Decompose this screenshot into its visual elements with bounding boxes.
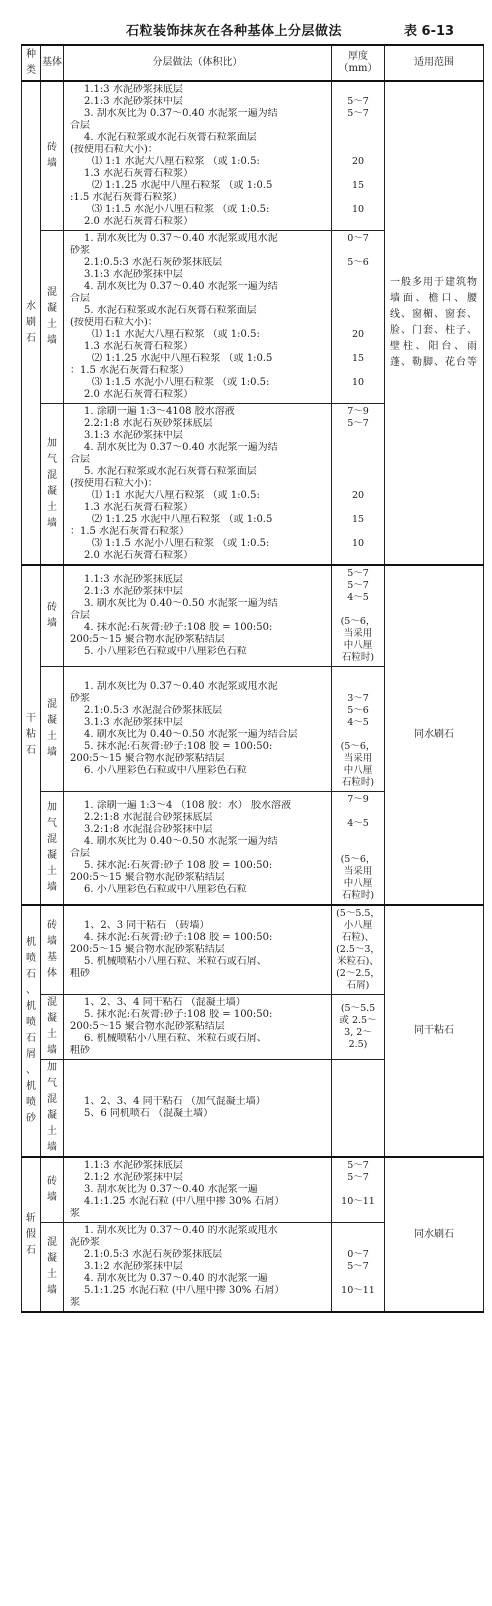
base-cell bbox=[41, 404, 64, 566]
method-line: ⑵ 1:1.25 水泥中八厘石粒浆 （或 1:0.5 bbox=[92, 514, 273, 525]
thickness-value: 0～7 bbox=[347, 233, 369, 244]
method-line: 3.1:3 水泥砂浆抹中层 bbox=[84, 430, 183, 441]
thickness-value: 5～7 bbox=[347, 568, 369, 579]
table-row bbox=[22, 565, 484, 667]
type-cell bbox=[22, 81, 41, 565]
method-line: 1. 涂刷一遍 1:3～4 （108 胶：水） 胶水溶液 bbox=[84, 800, 291, 811]
method-line: 6. 小八厘彩色石粒或中八厘彩色石粒 bbox=[84, 884, 247, 895]
type-cell-char: 假 bbox=[26, 1228, 36, 1240]
method-line: 砂浆 bbox=[70, 245, 90, 256]
method-cell bbox=[64, 667, 332, 792]
method-line: 粗砂 bbox=[70, 1045, 90, 1056]
method-line: ⑶ 1:1.5 水泥小八厘石粒浆 （或 1:0.5: bbox=[92, 377, 270, 388]
method-line: ⑶ 1:1.5 水泥小八厘石粒浆 （或 1:0.5: bbox=[92, 204, 270, 215]
thickness-value: 10 bbox=[351, 204, 365, 215]
thickness-cell bbox=[332, 231, 385, 404]
type-cell-char: 机 bbox=[26, 1001, 36, 1012]
thickness-value bbox=[333, 365, 383, 377]
thickness-value bbox=[333, 604, 383, 616]
thickness-cell bbox=[332, 1060, 385, 1158]
base-cell bbox=[41, 792, 64, 906]
base-cell-char: 土 bbox=[47, 1029, 57, 1040]
base-cell bbox=[41, 667, 64, 792]
header-type: 种类 bbox=[22, 45, 41, 81]
thickness-value: 石粒时) bbox=[341, 890, 375, 901]
thickness-value: 5～7 bbox=[347, 1261, 369, 1272]
thickness-value: 石屑) bbox=[346, 980, 370, 991]
method-line: 合层 bbox=[70, 454, 90, 465]
thickness-value bbox=[333, 1096, 383, 1108]
type-cell-char: 屑 bbox=[26, 1049, 36, 1060]
thickness-value: 2.5) bbox=[348, 1039, 368, 1050]
method-line: 浆 bbox=[70, 1208, 80, 1219]
thickness-value bbox=[333, 681, 383, 693]
base-cell-char: 凝 bbox=[47, 1253, 57, 1264]
method-line: 5、6 同机喷石 （混凝土墙） bbox=[84, 1108, 214, 1119]
base-cell-char: 混 bbox=[47, 997, 57, 1008]
method-line: 5. 抹水泥:石灰膏:砂子 108 胶 = 100:50: bbox=[84, 860, 273, 871]
base-cell-char: 墙 bbox=[47, 618, 57, 629]
thickness-cell bbox=[332, 1157, 385, 1223]
base-cell-char: 凝 bbox=[47, 715, 57, 726]
method-line: 3.2:1:8 水泥混合砂浆抹中层 bbox=[84, 824, 213, 835]
method-cell bbox=[64, 1223, 332, 1313]
method-line: (按使用石粒大小)： bbox=[70, 144, 158, 155]
method-line: 5. 抹水泥:石灰膏:砂子:108 胶 = 100:50: bbox=[84, 1009, 273, 1020]
header-scope: 适用范围 bbox=[385, 45, 484, 81]
thickness-value bbox=[333, 144, 383, 156]
thickness-value: 5～7 bbox=[347, 1160, 369, 1171]
thickness-value bbox=[333, 132, 383, 144]
thickness-value bbox=[333, 293, 383, 305]
header-method: 分层做法（体积比） bbox=[64, 45, 332, 81]
thickness-value: 5～7 bbox=[347, 1172, 369, 1183]
method-cell bbox=[64, 792, 332, 906]
method-line: 4. 刮水灰比为 0.37～0.40 水泥浆一遍为结 bbox=[84, 281, 278, 292]
thickness-value: 15 bbox=[351, 514, 365, 525]
method-line: ⑴ 1:1 水泥大八厘石粒浆 （或 1:0.5: bbox=[92, 490, 260, 501]
thickness-cell bbox=[332, 565, 385, 667]
thickness-value: 4～5 bbox=[347, 717, 369, 728]
method-line: 1. 涂刷一遍 1:3～4108 胶水溶液 bbox=[84, 406, 235, 417]
type-cell bbox=[22, 565, 41, 905]
table-row bbox=[22, 81, 484, 231]
method-line: 2.0 水泥石灰膏石粒浆） bbox=[84, 216, 194, 227]
table-title: 石粒装饰抹灰在各种基体上分层做法 bbox=[126, 24, 343, 39]
thickness-value: 5～7 bbox=[347, 108, 369, 119]
method-line: 3. 刮水灰比为 0.37～0.40 水泥浆一遍为结 bbox=[84, 108, 278, 119]
thickness-value: 3, 2～ bbox=[344, 1027, 372, 1038]
method-line: :1.5 水泥石灰膏石粒浆） bbox=[70, 192, 183, 203]
method-cell bbox=[64, 995, 332, 1060]
thickness-value: 3～7 bbox=[347, 693, 369, 704]
method-line: 3. 刮水灰比为 0.37～0.40 水泥浆一遍 bbox=[84, 1184, 258, 1195]
method-line: 1.3 水泥石灰膏石粒浆） bbox=[84, 502, 194, 513]
thickness-value bbox=[333, 1237, 383, 1249]
base-cell-char: 墙 bbox=[47, 747, 57, 758]
thickness-value bbox=[333, 806, 383, 818]
thickness-value bbox=[333, 669, 383, 681]
thickness-value: 石粒时) bbox=[341, 777, 375, 788]
method-line: 1.1:3 水泥砂浆抹底层 bbox=[84, 84, 183, 95]
thickness-value bbox=[333, 269, 383, 281]
type-cell-char: 水 bbox=[26, 301, 36, 312]
type-cell-char: 粘 bbox=[26, 729, 36, 740]
method-cell bbox=[64, 81, 332, 231]
base-cell-char: 墙 bbox=[47, 1045, 57, 1056]
method-line: 5. 抹水泥:石灰膏:砂子:108 胶 = 100:50: bbox=[84, 741, 273, 752]
method-line: ⑴ 1:1 水泥大八厘石粒浆 （或 1:0.5: bbox=[92, 329, 260, 340]
method-line: 6. 小八厘彩色石粒或中八厘彩色石粒 bbox=[84, 765, 247, 776]
base-cell-char: 加 bbox=[47, 802, 57, 813]
type-cell-char: 喷 bbox=[26, 1017, 36, 1028]
method-line: 3.1:2 水泥砂浆抹中层 bbox=[84, 1261, 183, 1272]
method-line: 砂浆 bbox=[70, 693, 90, 704]
method-line: 4. 刮水灰比为 0.37～0.40 的水泥浆一遍 bbox=[84, 1273, 268, 1284]
base-cell-char: 砖 bbox=[47, 1176, 57, 1187]
type-cell-char: 、 bbox=[26, 985, 36, 996]
thickness-value: 7～9 bbox=[347, 794, 369, 805]
scope-cell: 同水刷石 bbox=[385, 565, 484, 905]
thickness-value bbox=[333, 1184, 383, 1196]
thickness-value: 20 bbox=[351, 490, 365, 501]
base-cell-char: 墙 bbox=[47, 1142, 57, 1153]
thickness-cell bbox=[332, 667, 385, 792]
thickness-value: 7～9 bbox=[347, 406, 369, 417]
thickness-value: 20 bbox=[351, 329, 365, 340]
thickness-value bbox=[333, 1108, 383, 1120]
base-cell-char: 混 bbox=[47, 287, 57, 298]
thickness-value: 5～6 bbox=[347, 705, 369, 716]
type-cell-char: 石 bbox=[26, 745, 36, 756]
thickness-value: 15 bbox=[351, 180, 365, 191]
base-cell bbox=[41, 231, 64, 404]
type-cell-char: 砂 bbox=[26, 1113, 36, 1124]
thickness-value bbox=[333, 842, 383, 854]
base-cell-char: 土 bbox=[47, 1269, 57, 1280]
base-cell-char: 墙 bbox=[47, 936, 57, 947]
base-cell-char: 墙 bbox=[47, 158, 57, 169]
base-cell bbox=[41, 905, 64, 995]
base-cell-char: 砖 bbox=[47, 920, 57, 931]
thickness-value bbox=[333, 1208, 383, 1220]
type-cell-char: 石 bbox=[26, 1244, 36, 1256]
thickness-value bbox=[333, 454, 383, 466]
thickness-value bbox=[333, 1297, 383, 1309]
method-line: 2.1:3 水泥砂浆抹中层 bbox=[84, 586, 183, 597]
type-cell-char: 喷 bbox=[26, 1097, 36, 1108]
thickness-cell bbox=[332, 1223, 385, 1313]
method-line: ⑵ 1:1.25 水泥中八厘石粒浆 （或 1:0.5 bbox=[92, 180, 273, 191]
base-cell bbox=[41, 1223, 64, 1313]
method-line: 5.1:1.25 水泥石粒 (中八厘中掺 30% 石屑） bbox=[84, 1285, 285, 1296]
thickness-cell bbox=[332, 995, 385, 1060]
thickness-value: 10～11 bbox=[341, 1285, 375, 1296]
method-line: 2.0 水泥石灰膏石粒浆） bbox=[84, 389, 194, 400]
table-row bbox=[22, 905, 484, 995]
type-cell-char: 石 bbox=[26, 969, 36, 980]
method-line: 3.1:3 水泥砂浆抹中层 bbox=[84, 717, 183, 728]
method-line: 4. 刷水灰比为 0.40～0.50 水泥浆一遍为结 bbox=[84, 836, 278, 847]
thickness-value: 4～5 bbox=[347, 818, 369, 829]
method-line: 1.1:3 水泥砂浆抹底层 bbox=[84, 1160, 183, 1171]
thickness-value bbox=[333, 526, 383, 538]
method-line: 1.3 水泥石灰膏石粒浆） bbox=[84, 168, 194, 179]
method-cell bbox=[64, 1157, 332, 1223]
base-cell-char: 气 bbox=[47, 818, 57, 829]
type-cell-char: 刷 bbox=[26, 317, 36, 328]
thickness-value bbox=[333, 84, 383, 96]
method-line: 4. 抹水泥:石灰膏:砂子:108 胶 = 100:50: bbox=[84, 622, 273, 633]
method-line: 泥砂浆 bbox=[70, 1237, 100, 1248]
base-cell-char: 墙 bbox=[47, 1285, 57, 1296]
thickness-value: 10 bbox=[351, 377, 365, 388]
base-cell-char: 混 bbox=[47, 699, 57, 710]
base-cell bbox=[41, 81, 64, 231]
base-cell-char: 土 bbox=[47, 319, 57, 330]
scope-cell: 同水刷石 bbox=[385, 1157, 484, 1312]
method-line: 6. 机械喷粘小八厘石粒、米粒石或石屑、 bbox=[84, 1033, 267, 1044]
method-line: 1. 刮水灰比为 0.37～0.40 水泥浆或甩水泥 bbox=[84, 681, 278, 692]
method-line: 4.1:1.25 水泥石粒 (中八厘中掺 30% 石屑） bbox=[84, 1196, 285, 1207]
thickness-value bbox=[333, 389, 383, 401]
method-line: ：1.5 水泥石灰膏石粒浆） bbox=[70, 526, 190, 537]
method-line: 2.0 水泥石灰膏石粒浆） bbox=[84, 550, 194, 561]
type-cell-char: 、 bbox=[26, 1065, 36, 1076]
base-cell-char: 加 bbox=[47, 1062, 57, 1073]
base-cell-char: 墙 bbox=[47, 518, 57, 529]
type-cell-char: 斩 bbox=[26, 1212, 36, 1224]
base-cell-char: 土 bbox=[47, 866, 57, 877]
thickness-value: (5～5.5， bbox=[336, 908, 380, 919]
method-line: 5. 机械喷粘小八厘石粒、米粒石或石屑、 bbox=[84, 956, 267, 967]
thickness-value bbox=[333, 442, 383, 454]
thickness-value bbox=[333, 830, 383, 842]
method-line: 200:5～15 聚合物水泥砂浆粘结层 bbox=[70, 634, 225, 645]
method-line: 合层 bbox=[70, 293, 90, 304]
table-body bbox=[22, 81, 484, 1312]
base-cell-char: 混 bbox=[47, 834, 57, 845]
method-line: 合层 bbox=[70, 848, 90, 859]
method-line: 1.3 水泥石灰膏石粒浆） bbox=[84, 341, 194, 352]
thickness-value: 10～11 bbox=[341, 1196, 375, 1207]
base-cell-char: 土 bbox=[47, 731, 57, 742]
thickness-value bbox=[333, 245, 383, 257]
method-line: 1. 刮水灰比为 0.37～0.40 的水泥浆或甩水 bbox=[84, 1225, 278, 1236]
thickness-value bbox=[333, 317, 383, 329]
type-cell bbox=[22, 905, 41, 1157]
thickness-value: 石粒)、 bbox=[341, 932, 375, 943]
table-caption bbox=[0, 20, 492, 42]
thickness-cell bbox=[332, 905, 385, 995]
thickness-value bbox=[333, 216, 383, 228]
method-line: 5. 水泥石粒浆或水泥石灰膏石粒浆面层 bbox=[84, 466, 257, 477]
thickness-value: 5～7 bbox=[347, 580, 369, 591]
method-line: (按使用石粒大小)： bbox=[70, 317, 158, 328]
thickness-value: 米粒石)、 bbox=[337, 956, 379, 967]
base-cell-char: 土 bbox=[47, 1126, 57, 1137]
method-line: 5. 水泥石粒浆或水泥石灰膏石粒浆面层 bbox=[84, 305, 257, 316]
header-thickness: 厚度（mm） bbox=[332, 45, 385, 81]
thickness-value: 中八厘 bbox=[343, 878, 373, 889]
thickness-cell bbox=[332, 404, 385, 566]
thickness-value: 当采用 bbox=[343, 866, 373, 877]
base-cell-char: 混 bbox=[47, 1094, 57, 1105]
method-line: 200:5～15 聚合物水泥砂浆粘结层 bbox=[70, 1021, 225, 1032]
method-line: 2.2:1:8 水泥石灰砂浆抹底层 bbox=[84, 418, 213, 429]
method-line: 粗砂 bbox=[70, 968, 90, 979]
method-line: 4. 水泥石粒浆或水泥石灰膏石粒浆面层 bbox=[84, 132, 257, 143]
type-cell-char: 石 bbox=[26, 1033, 36, 1044]
table-number: 表 6-13 bbox=[404, 24, 455, 39]
thickness-value: 或 2.5～ bbox=[339, 1015, 377, 1026]
base-cell-char: 混 bbox=[47, 1237, 57, 1248]
base-cell-char: 墙 bbox=[47, 1192, 57, 1203]
method-line: ⑶ 1:1.5 水泥小八厘石粒浆 （或 1:0.5: bbox=[92, 538, 270, 549]
thickness-value bbox=[333, 1225, 383, 1237]
thickness-value: (5～6， bbox=[340, 616, 376, 627]
method-line: 200:5～15 聚合物水泥砂浆粘结层 bbox=[70, 753, 225, 764]
thickness-value bbox=[333, 192, 383, 204]
base-cell-char: 砖 bbox=[47, 142, 57, 153]
base-cell-char: 体 bbox=[47, 968, 57, 979]
thickness-value: (5～6， bbox=[340, 854, 376, 865]
base-cell-char: 凝 bbox=[47, 486, 57, 497]
method-cell bbox=[64, 404, 332, 566]
thickness-cell bbox=[332, 81, 385, 231]
method-cell bbox=[64, 231, 332, 404]
method-line: 200:5～15 聚合物水泥砂浆粘结层 bbox=[70, 872, 225, 883]
method-line: 1、2、3、4 同干粘石 （混凝土墙） bbox=[84, 997, 246, 1008]
method-line: ⑵ 1:1.25 水泥中八厘石粒浆 （或 1:0.5 bbox=[92, 353, 273, 364]
type-cell-char: 喷 bbox=[26, 953, 36, 964]
thickness-value: (2.5～3， bbox=[336, 944, 380, 955]
method-line: 200:5～15 聚合物水泥砂浆粘结层 bbox=[70, 944, 225, 955]
thickness-value bbox=[333, 729, 383, 741]
thickness-value: (5～5.5 bbox=[340, 1003, 376, 1014]
method-line: 1、2、3、4 同干粘石 （加气混凝土墙） bbox=[84, 1096, 266, 1107]
base-cell-char: 墙 bbox=[47, 335, 57, 346]
method-line: ⑴ 1:1 水泥大八厘石粒浆 （或 1:0.5: bbox=[92, 156, 260, 167]
base-cell-char: 土 bbox=[47, 502, 57, 513]
thickness-value: 5～7 bbox=[347, 96, 369, 107]
type-cell-char: 机 bbox=[26, 1081, 36, 1092]
thickness-value: 4～5 bbox=[347, 592, 369, 603]
thickness-value bbox=[333, 305, 383, 317]
method-line: 5. 小八厘彩色石粒或中八厘彩色石粒 bbox=[84, 646, 247, 657]
thickness-value bbox=[333, 478, 383, 490]
type-cell bbox=[22, 1157, 41, 1312]
thickness-value bbox=[333, 466, 383, 478]
method-line: 3.1:3 水泥砂浆抹中层 bbox=[84, 269, 183, 280]
base-cell-char: 混 bbox=[47, 470, 57, 481]
scope-cell: 同干粘石 bbox=[385, 905, 484, 1157]
method-line: (按使用石粒大小)： bbox=[70, 478, 158, 489]
method-cell bbox=[64, 1060, 332, 1158]
thickness-value bbox=[333, 430, 383, 442]
method-line: 1、2、3 同干粘石 （砖墙） bbox=[84, 920, 210, 931]
thickness-value: 10 bbox=[351, 538, 365, 549]
base-cell-char: 加 bbox=[47, 438, 57, 449]
base-cell bbox=[41, 1157, 64, 1223]
thickness-value: 5～6 bbox=[347, 257, 369, 268]
method-line: 2.1:2 水泥砂浆抹中层 bbox=[84, 1172, 183, 1183]
thickness-cell bbox=[332, 792, 385, 906]
type-cell-char: 机 bbox=[26, 937, 36, 948]
method-line: 合层 bbox=[70, 610, 90, 621]
thickness-value bbox=[333, 1273, 383, 1285]
method-line: 1. 刮水灰比为 0.37～0.40 水泥浆或甩水泥 bbox=[84, 233, 278, 244]
layering-table bbox=[21, 44, 484, 1313]
thickness-value: 当采用 bbox=[343, 628, 373, 639]
base-cell-char: 凝 bbox=[47, 1110, 57, 1121]
base-cell-char: 凝 bbox=[47, 1013, 57, 1024]
thickness-value: 20 bbox=[351, 156, 365, 167]
type-cell-char: 干 bbox=[26, 713, 36, 724]
table-row bbox=[22, 1157, 484, 1223]
header-base: 基体 bbox=[41, 45, 64, 81]
base-cell bbox=[41, 1060, 64, 1158]
base-cell bbox=[41, 995, 64, 1060]
method-line: 4. 刮水灰比为 0.37～0.40 水泥浆一遍为结 bbox=[84, 442, 278, 453]
thickness-value: 小八厘 bbox=[343, 920, 373, 931]
thickness-value: 石粒时) bbox=[341, 652, 375, 663]
thickness-value bbox=[333, 281, 383, 293]
method-line: 浆 bbox=[70, 1297, 80, 1308]
method-line: 2.1:0.5:3 水泥石灰砂浆抹底层 bbox=[84, 1249, 223, 1260]
thickness-value: 0～7 bbox=[347, 1249, 369, 1260]
scope-cell: 一般多用于建筑物墙面、檐口、腰线、窗楣、窗套、脸、门套、柱子、壁柱、阳台、雨蓬、勒脚、花台等 bbox=[385, 81, 484, 565]
method-line: 2.2:1:8 水泥混合砂浆抹底层 bbox=[84, 812, 213, 823]
base-cell-char: 基 bbox=[47, 952, 57, 963]
base-cell-char: 气 bbox=[47, 454, 57, 465]
thickness-value bbox=[333, 550, 383, 562]
method-line: 2.1:3 水泥砂浆抹中层 bbox=[84, 96, 183, 107]
thickness-value bbox=[333, 168, 383, 180]
method-line: ：1.5 水泥石灰膏石粒浆） bbox=[70, 365, 190, 376]
method-line: 2.1:0.5:3 水泥石灰砂浆抹底层 bbox=[84, 257, 223, 268]
method-line: 3. 刷水灰比为 0.40～0.50 水泥浆一遍为结 bbox=[84, 598, 278, 609]
method-cell bbox=[64, 905, 332, 995]
thickness-value bbox=[333, 120, 383, 132]
header-row bbox=[22, 45, 484, 81]
base-cell bbox=[41, 565, 64, 667]
thickness-value: 当采用 bbox=[343, 753, 373, 764]
type-cell-char: 石 bbox=[26, 333, 36, 344]
base-cell-char: 凝 bbox=[47, 850, 57, 861]
thickness-value: 5～7 bbox=[347, 418, 369, 429]
thickness-value: 中八厘 bbox=[343, 640, 373, 651]
base-cell-char: 砖 bbox=[47, 602, 57, 613]
base-cell-char: 凝 bbox=[47, 303, 57, 314]
method-line: 合层 bbox=[70, 120, 90, 131]
thickness-value: 15 bbox=[351, 353, 365, 364]
thickness-value bbox=[333, 341, 383, 353]
thickness-value: 中八厘 bbox=[343, 765, 373, 776]
method-line: 4. 抹水泥:石灰膏:砂子:108 胶 = 100:50: bbox=[84, 932, 273, 943]
thickness-value bbox=[333, 502, 383, 514]
method-line: 2.1:0.5:3 水泥混合砂浆抹底层 bbox=[84, 705, 223, 716]
base-cell-char: 墙 bbox=[47, 882, 57, 893]
method-cell bbox=[64, 565, 332, 667]
thickness-value: (2～2.5， bbox=[336, 968, 380, 979]
thickness-value: (5～6， bbox=[340, 741, 376, 752]
method-line: 1.1:3 水泥砂浆抹底层 bbox=[84, 574, 183, 585]
method-line: 4. 刷水灰比为 0.40～0.50 水泥浆一遍为结合层 bbox=[84, 729, 298, 740]
base-cell-char: 气 bbox=[47, 1078, 57, 1089]
